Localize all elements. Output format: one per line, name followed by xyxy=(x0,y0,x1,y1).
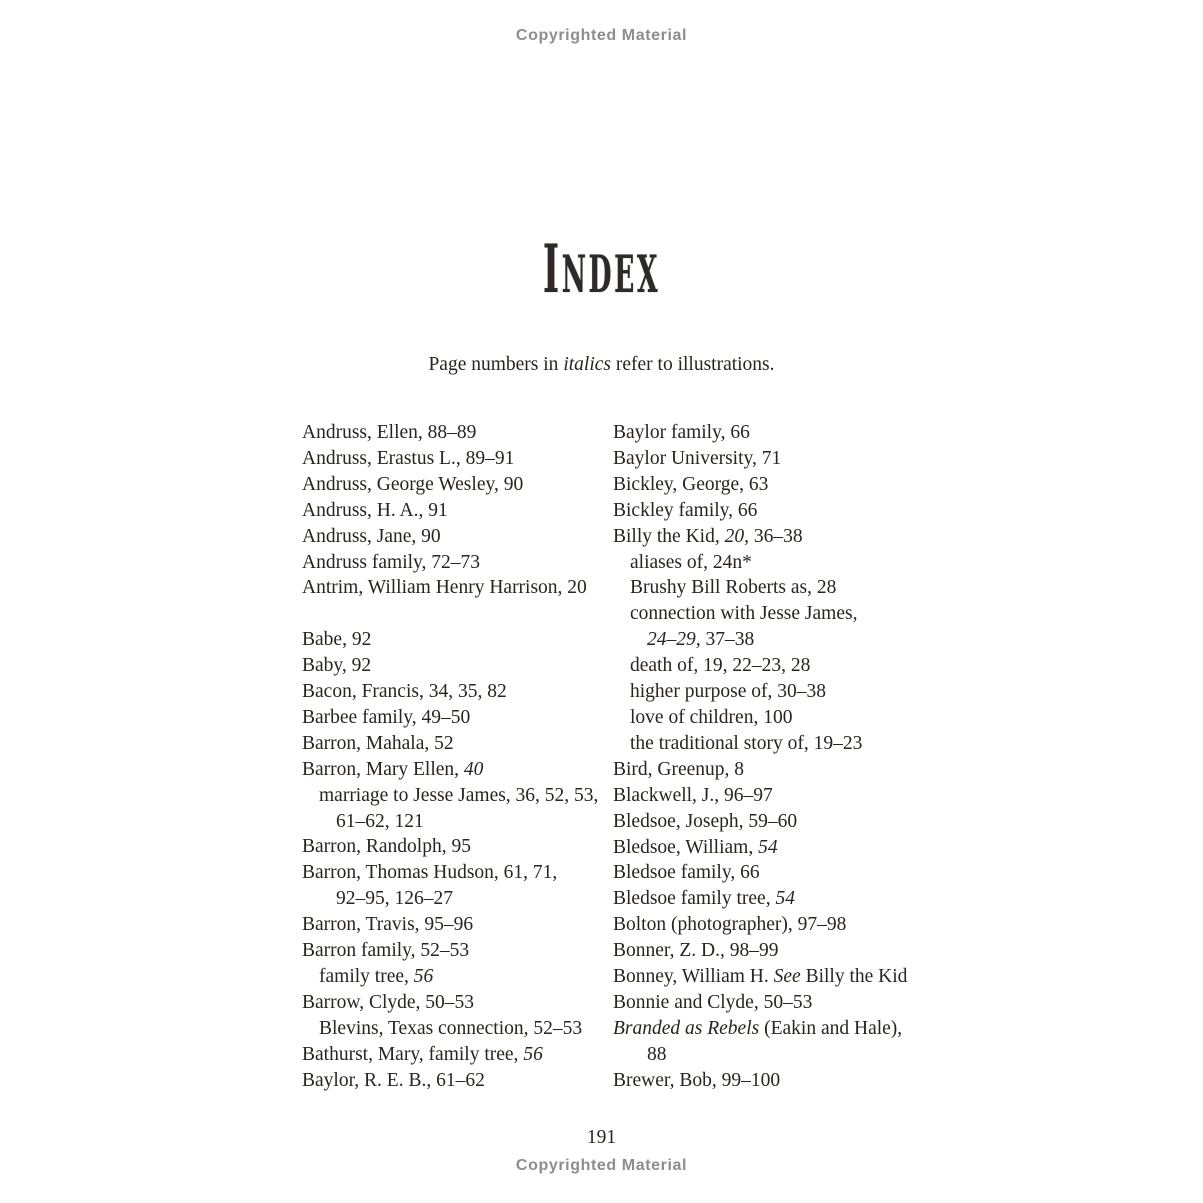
index-entry xyxy=(613,886,924,912)
entry-text: love of children, 100 xyxy=(630,706,793,728)
index-entry xyxy=(613,1042,924,1068)
column-section-gap xyxy=(302,601,613,627)
entry-text-italic: See xyxy=(773,966,801,988)
entry-text: 61–62, 121 xyxy=(336,810,424,832)
entry-text-italic: 40 xyxy=(463,758,484,780)
entry-text: Barron, Travis, 95–96 xyxy=(302,914,474,936)
entry-text: Antrim, William Henry Harrison, 20 xyxy=(302,577,587,599)
entry-text: Baylor family, 66 xyxy=(613,422,750,443)
entry-text: Bledsoe, Joseph, 59–60 xyxy=(613,810,798,832)
index-entry xyxy=(613,524,924,550)
entry-text: Barron, Randolph, 95 xyxy=(302,836,471,858)
entry-text: Barron family, 52–53 xyxy=(302,940,470,962)
entry-text: 36–38 xyxy=(748,525,803,547)
entry-text: Barron, Thomas Hudson, 61, 71, xyxy=(302,862,558,884)
entry-text: Blackwell, J., 96–97 xyxy=(613,784,773,806)
index-entry xyxy=(302,446,613,472)
index-columns xyxy=(302,420,924,1094)
entry-text-italic: 24–29, xyxy=(647,629,701,651)
subtitle-pre: Page numbers in xyxy=(428,354,564,375)
entry-text: 88 xyxy=(647,1043,667,1065)
entry-text: Bonney, William H. xyxy=(613,966,774,988)
index-entry xyxy=(613,938,924,964)
entry-text: Billy the Kid, xyxy=(613,525,725,547)
entry-text: Barron, Mary Ellen, xyxy=(302,758,464,780)
index-entry xyxy=(613,783,924,809)
entry-text: Bacon, Francis, 34, 35, 82 xyxy=(302,681,507,703)
index-entry xyxy=(613,1068,924,1094)
entry-text: 37–38 xyxy=(700,629,755,651)
entry-text: 92–95, 126–27 xyxy=(336,888,453,910)
index-entry xyxy=(302,420,613,446)
index-entry xyxy=(302,938,613,964)
entry-text: aliases of, 24n* xyxy=(630,551,752,573)
subtitle-italic-word: italics xyxy=(563,354,611,375)
entry-text: Andruss, Ellen, 88–89 xyxy=(302,422,477,443)
index-column-right xyxy=(613,420,924,1094)
page-title-text xyxy=(542,230,661,308)
index-entry xyxy=(302,964,613,990)
index-entry xyxy=(613,420,924,446)
entry-text: Barrow, Clyde, 50–53 xyxy=(302,991,475,1013)
index-entry xyxy=(302,498,613,524)
entry-text: Bonner, Z. D., 98–99 xyxy=(613,940,779,962)
entry-text: Barbee family, 49–50 xyxy=(302,706,471,728)
index-entry xyxy=(613,990,924,1016)
index-subtitle xyxy=(0,354,1203,376)
index-entry xyxy=(302,1016,613,1042)
index-entry xyxy=(302,809,613,835)
index-entry xyxy=(302,1068,613,1094)
index-entry xyxy=(302,550,613,576)
entry-text: Baylor, R. E. B., 61–62 xyxy=(302,1069,485,1091)
entry-text-italic: 20, xyxy=(724,525,749,547)
index-entry xyxy=(302,524,613,550)
index-entry xyxy=(613,964,924,990)
entry-text-italic: 54 xyxy=(758,836,778,858)
entry-text: higher purpose of, 30–38 xyxy=(630,681,827,703)
index-entry xyxy=(302,472,613,498)
index-entry xyxy=(613,627,924,653)
index-entry xyxy=(302,731,613,757)
page-number: 191 xyxy=(586,1127,617,1148)
entry-text: Babe, 92 xyxy=(302,629,372,651)
entry-text: Brushy Bill Roberts as, 28 xyxy=(630,577,837,599)
index-entry xyxy=(613,809,924,835)
index-entry xyxy=(302,627,613,653)
index-entry xyxy=(613,446,924,472)
index-entry xyxy=(613,679,924,705)
entry-text: Billy the Kid xyxy=(800,966,908,988)
entry-text: Baylor University, 71 xyxy=(613,447,782,469)
entry-text: family tree, xyxy=(319,966,414,988)
entry-text: death of, 19, 22–23, 28 xyxy=(630,655,811,677)
index-entry xyxy=(302,679,613,705)
entry-text: Bickley family, 66 xyxy=(613,499,758,521)
index-entry xyxy=(613,575,924,601)
index-entry xyxy=(613,1016,924,1042)
entry-text: Barron, Mahala, 52 xyxy=(302,732,454,754)
entry-text: Baby, 92 xyxy=(302,655,372,677)
entry-text: Bird, Greenup, 8 xyxy=(613,758,745,780)
index-entry xyxy=(302,834,613,860)
entry-text: Bickley, George, 63 xyxy=(613,473,769,495)
index-entry xyxy=(613,731,924,757)
entry-text: Andruss, H. A., 91 xyxy=(302,499,448,521)
entry-text-italic: Branded as Rebels xyxy=(613,1017,760,1039)
index-entry xyxy=(613,498,924,524)
entry-text: Bolton (photographer), 97–98 xyxy=(613,914,847,936)
entry-text: Andruss, Jane, 90 xyxy=(302,525,441,547)
index-entry xyxy=(302,653,613,679)
page-title-initial: I xyxy=(542,230,562,308)
entry-text: Bledsoe, William, xyxy=(613,836,759,858)
index-entry xyxy=(302,705,613,731)
entry-text: Bonnie and Clyde, 50–53 xyxy=(613,991,813,1013)
entry-text: Andruss family, 72–73 xyxy=(302,551,481,573)
index-entry xyxy=(613,860,924,886)
copyright-notice-top: Copyrighted Material xyxy=(515,27,688,44)
index-entry xyxy=(302,886,613,912)
entry-text: Brewer, Bob, 99–100 xyxy=(613,1069,781,1091)
subtitle-post: refer to illustrations. xyxy=(610,354,775,375)
index-entry xyxy=(613,912,924,938)
index-entry xyxy=(302,860,613,886)
entry-text: (Eakin and Hale), xyxy=(759,1017,903,1039)
index-entry xyxy=(613,653,924,679)
index-entry xyxy=(613,550,924,576)
entry-text: Bledsoe family, 66 xyxy=(613,862,760,884)
entry-text: the traditional story of, 19–23 xyxy=(630,732,863,754)
entry-text: marriage to Jesse James, 36, 52, 53, xyxy=(319,784,599,806)
entry-text-italic: 56 xyxy=(523,1043,543,1065)
entry-text: Bledsoe family tree, xyxy=(613,888,776,910)
index-entry xyxy=(302,912,613,938)
entry-text: connection with Jesse James, xyxy=(630,603,858,625)
index-entry xyxy=(302,757,613,783)
index-entry xyxy=(613,472,924,498)
page-title xyxy=(0,230,1203,308)
entry-text: Andruss, George Wesley, 90 xyxy=(302,473,524,495)
index-column-left xyxy=(302,420,613,1094)
index-entry xyxy=(302,575,613,601)
entry-text: Andruss, Erastus L., 89–91 xyxy=(302,447,515,469)
index-entry xyxy=(613,705,924,731)
entry-text: Blevins, Texas connection, 52–53 xyxy=(319,1017,583,1039)
index-entry xyxy=(613,835,924,861)
entry-text-italic: 54 xyxy=(775,888,795,910)
index-entry xyxy=(613,601,924,627)
copyright-notice-bottom: Copyrighted Material xyxy=(515,1157,688,1174)
index-entry xyxy=(302,783,613,809)
index-entry xyxy=(302,990,613,1016)
entry-text-italic: 56 xyxy=(413,966,434,988)
index-entry xyxy=(613,757,924,783)
index-entry xyxy=(302,1042,613,1068)
page-title-rest: NDEX xyxy=(561,245,661,305)
entry-text: Bathurst, Mary, family tree, xyxy=(302,1043,524,1065)
